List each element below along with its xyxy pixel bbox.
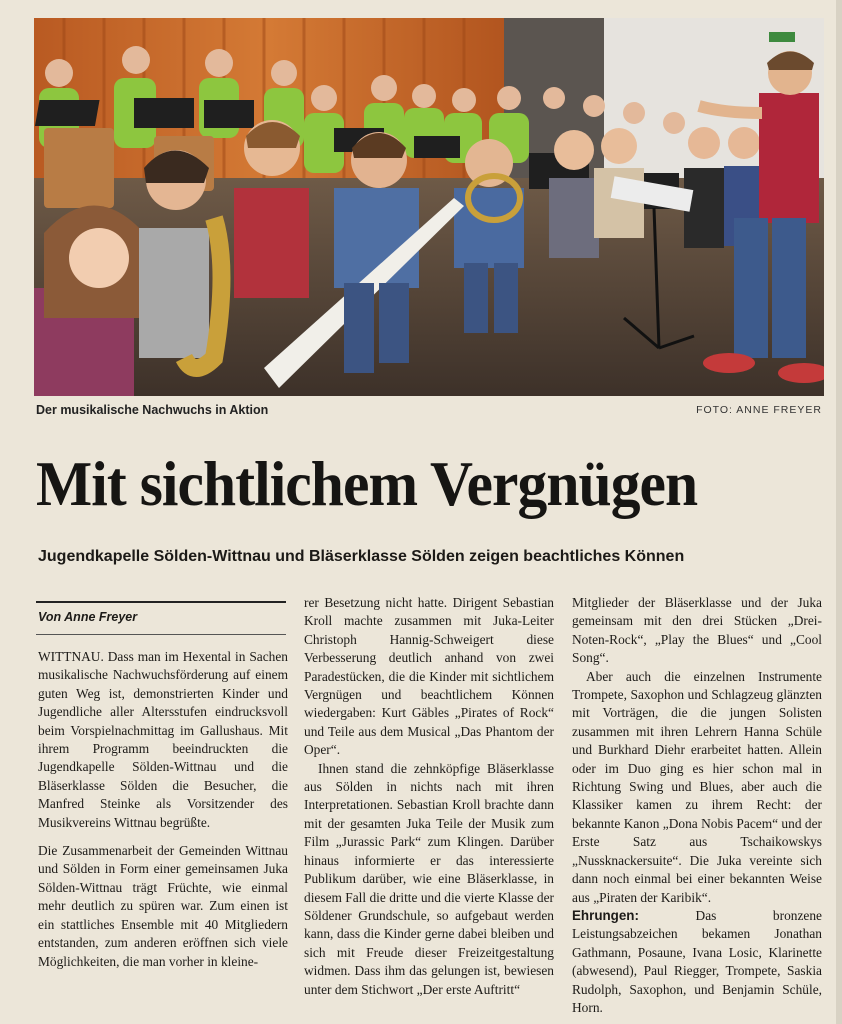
paragraph: Ihnen stand die zehnköpfige Bläserklasse aus Sölden in nichts nach mit ihren Interpretationen. Sebastian Kroll brachte dann mit der gesamten Juka Teile der Musik zum Film „Jurassic Park“ zum Klingen. Darüber hinaus informierte er das interessierte Publikum darüber, wie eine Bläserklasse, in diesem Fall die dritte und die vierte Klasse der Söldener Grundschule, so aufgebaut werden kann, dass die Kinder gerne dabei bleiben und sich mit Freude dieser Freizeitgestaltung widmen. Dass ihm das gelungen ist, bewiesen unter dem Stichwort „Der erste Auftritt“ [304, 760, 554, 997]
subheadline: Jugendkapelle Sölden-Wittnau und Bläserklasse Sölden zeigen beachtliches Können [38, 548, 685, 565]
paragraph: rer Besetzung nicht hatte. Dirigent Sebastian Kroll machte zusammen mit Juka-Leiter Christoph Hannig-Schweigert diese Verbesserung deutlich anhand von zwei Paradestücken, die die Kinder mit sichtlichem Vergnügen und beachtlichem Können wiedergaben: Kurt Gäbles „Pirates of Rock“ und Teile aus dem Musical „Das Phantom der Oper“. [304, 595, 554, 758]
photo-caption: Der musikalische Nachwuchs in Aktion [36, 403, 269, 417]
byline: Von Anne Freyer [38, 610, 138, 624]
byline-rule-bottom [36, 634, 286, 635]
paragraph: Die Zusammenarbeit der Gemeinden Wittnau und Sölden in Form einer gemeinsamen Juka Sölden-Wittnau trägt Früchte, wie einmal mehr deutlich zu spüren war. Zum einen ist ein stattliches Ensemble mit 40 Mitgliedern entstanden, zum anderen eröffnen sich viele Möglichkeiten, die man vorher in kleine- [38, 843, 288, 969]
byline-rule-top [36, 601, 286, 603]
honors-text: Das bronzene Leistungsabzeichen bekamen Jonathan Gathmann, Posaune, Ivana Losic, Klarinette (abwesend), Paul Riegger, Trompete, Saskia Rudolph, Saxophon, und Benjamin Schüle, Horn. [572, 907, 822, 1015]
paragraph: Aber auch die einzelnen Instrumente Trompete, Saxophon und Schlagzeug glänzten mit Vorträgen, die die jungen Solisten zusammen mit ihren Lehrern Hanna Schüle und Burkhard Diehr erarbeitet hatten. Allein oder im Duo ging es hier schon mal in Richtung Swing und Blues, aber auch die Klassiker kamen zu ihrem Recht: der bekannte Kanon „Dona Nobis Pacem“ und der Erste Satz aus Tschaikowskys „Nussknackersuite“. Die Juka vereinte sich dann noch einmal bei einer bekannten Weise aus „Piraten der Karibik“. [572, 668, 822, 905]
photo-credit: FOTO: ANNE FREYER [696, 404, 822, 416]
article-column-2 [304, 594, 554, 999]
honors-label: Ehrungen: [572, 907, 639, 923]
paragraph: Mitglieder der Bläserklasse und der Juka gemeinsam mit den drei Stücken „Drei-Noten-Rock“, „Play the Blues“ und „Cool Song“. [572, 595, 822, 666]
article-photo [34, 18, 824, 396]
headline: Mit sichtlichem Vergnügen [36, 448, 698, 519]
paragraph: WITTNAU. Dass man im Hexental in Sachen musikalische Nachwuchsförderung auf einem guten Weg ist, demonstrierten Kinder und Jugendliche aller Altersstufen eindrucksvoll beim Vorspielnachmittag im Gallushaus. Mit ihrem Programm beeindruckten die Jugendkapelle Sölden-Wittnau und die Bläserklasse Sölden die Besucher, die Manfred Steinke als Vorsitzender des Musikvereins Wittnau begrüßte. [38, 649, 288, 830]
paragraph-honors [572, 907, 822, 1017]
article-column-1 [38, 648, 288, 971]
page-edge [836, 0, 842, 1024]
article-column-3 [572, 594, 822, 1017]
